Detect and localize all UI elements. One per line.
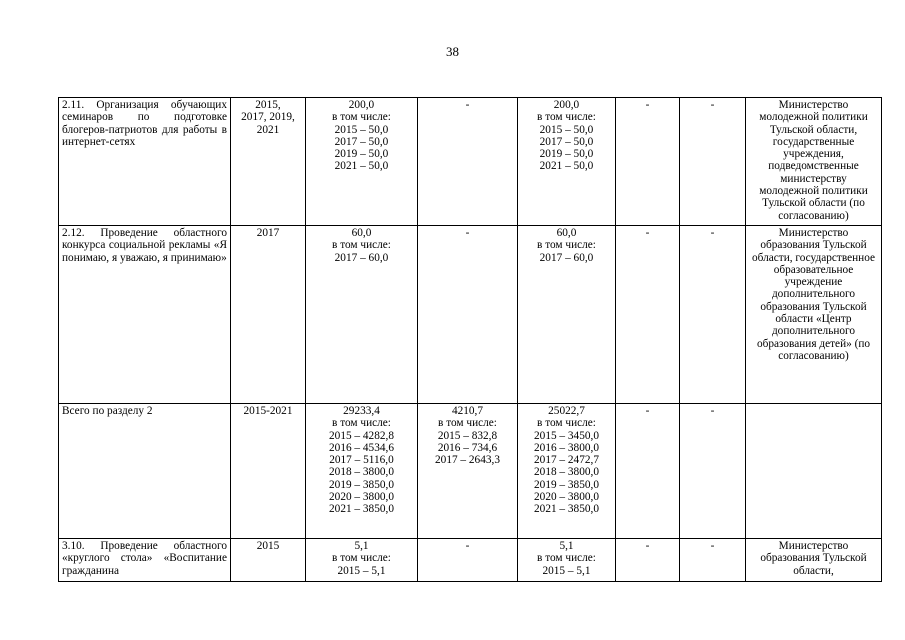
federal-funding-cell: - — [418, 226, 518, 404]
page-number: 38 — [446, 44, 459, 59]
table-row — [59, 226, 882, 404]
table-row — [59, 539, 882, 582]
other-funding-cell: - — [680, 404, 746, 539]
program-table — [58, 97, 882, 582]
executor-cell: Министерство образования Тульской области, государственное образовательное учреждение дополнительного образования Тульской области «Центр дополнительного образования детей» (по согласованию) — [746, 226, 882, 404]
regional-funding-cell: 5,1 в том числе: 2015 – 5,1 — [518, 539, 616, 582]
local-funding-cell: - — [616, 226, 680, 404]
federal-funding-cell: 4210,7 в том числе: 2015 – 832,8 2016 – 734,6 2017 – 2643,3 — [418, 404, 518, 539]
regional-funding-cell: 25022,7 в том числе: 2015 – 3450,0 2016 – 3800,0 2017 – 2472,7 2018 – 3800,0 2019 – 3850,0 2020 – 3800,0 2021 – 3850,0 — [518, 404, 616, 539]
federal-funding-cell: - — [418, 539, 518, 582]
federal-funding-cell: - — [418, 98, 518, 226]
executor-cell: Министерство образования Тульской области, — [746, 539, 882, 582]
total-funding-cell: 5,1 в том числе: 2015 – 5,1 — [306, 539, 418, 582]
other-funding-cell: - — [680, 539, 746, 582]
executor-cell — [746, 404, 882, 539]
table-row — [59, 404, 882, 539]
measure-name: 2.11. Организация обучающих семинаров по подготовке блогеров-патриотов для работы в интернет-сетях — [59, 98, 231, 226]
other-funding-cell: - — [680, 226, 746, 404]
executor-cell: Министерство молодежной политики Тульской области, государственные учреждения, подведомственные министерству молодежной политики Тульской области (по согласованию) — [746, 98, 882, 226]
total-funding-cell: 200,0 в том числе: 2015 – 50,0 2017 – 50,0 2019 – 50,0 2021 – 50,0 — [306, 98, 418, 226]
regional-funding-cell: 200,0 в том числе: 2015 – 50,0 2017 – 50,0 2019 – 50,0 2021 – 50,0 — [518, 98, 616, 226]
total-funding-cell: 29233,4 в том числе: 2015 – 4282,8 2016 – 4534,6 2017 – 5116,0 2018 – 3800,0 2019 – 3850,0 2020 – 3800,0 2021 – 3850,0 — [306, 404, 418, 539]
local-funding-cell: - — [616, 539, 680, 582]
years-cell: 2015, 2017, 2019, 2021 — [231, 98, 306, 226]
measure-name: 2.12. Проведение областного конкурса социальной рекламы «Я понимаю, я уважаю, я принимаю» — [59, 226, 231, 404]
years-cell: 2015 — [231, 539, 306, 582]
total-funding-cell: 60,0 в том числе: 2017 – 60,0 — [306, 226, 418, 404]
years-cell: 2015-2021 — [231, 404, 306, 539]
measure-name: 3.10. Проведение областного «круглого стола» «Воспитание гражданина — [59, 539, 231, 582]
measure-name: Всего по разделу 2 — [59, 404, 231, 539]
regional-funding-cell: 60,0 в том числе: 2017 – 60,0 — [518, 226, 616, 404]
local-funding-cell: - — [616, 404, 680, 539]
other-funding-cell: - — [680, 98, 746, 226]
local-funding-cell: - — [616, 98, 680, 226]
table-row — [59, 98, 882, 226]
years-cell: 2017 — [231, 226, 306, 404]
